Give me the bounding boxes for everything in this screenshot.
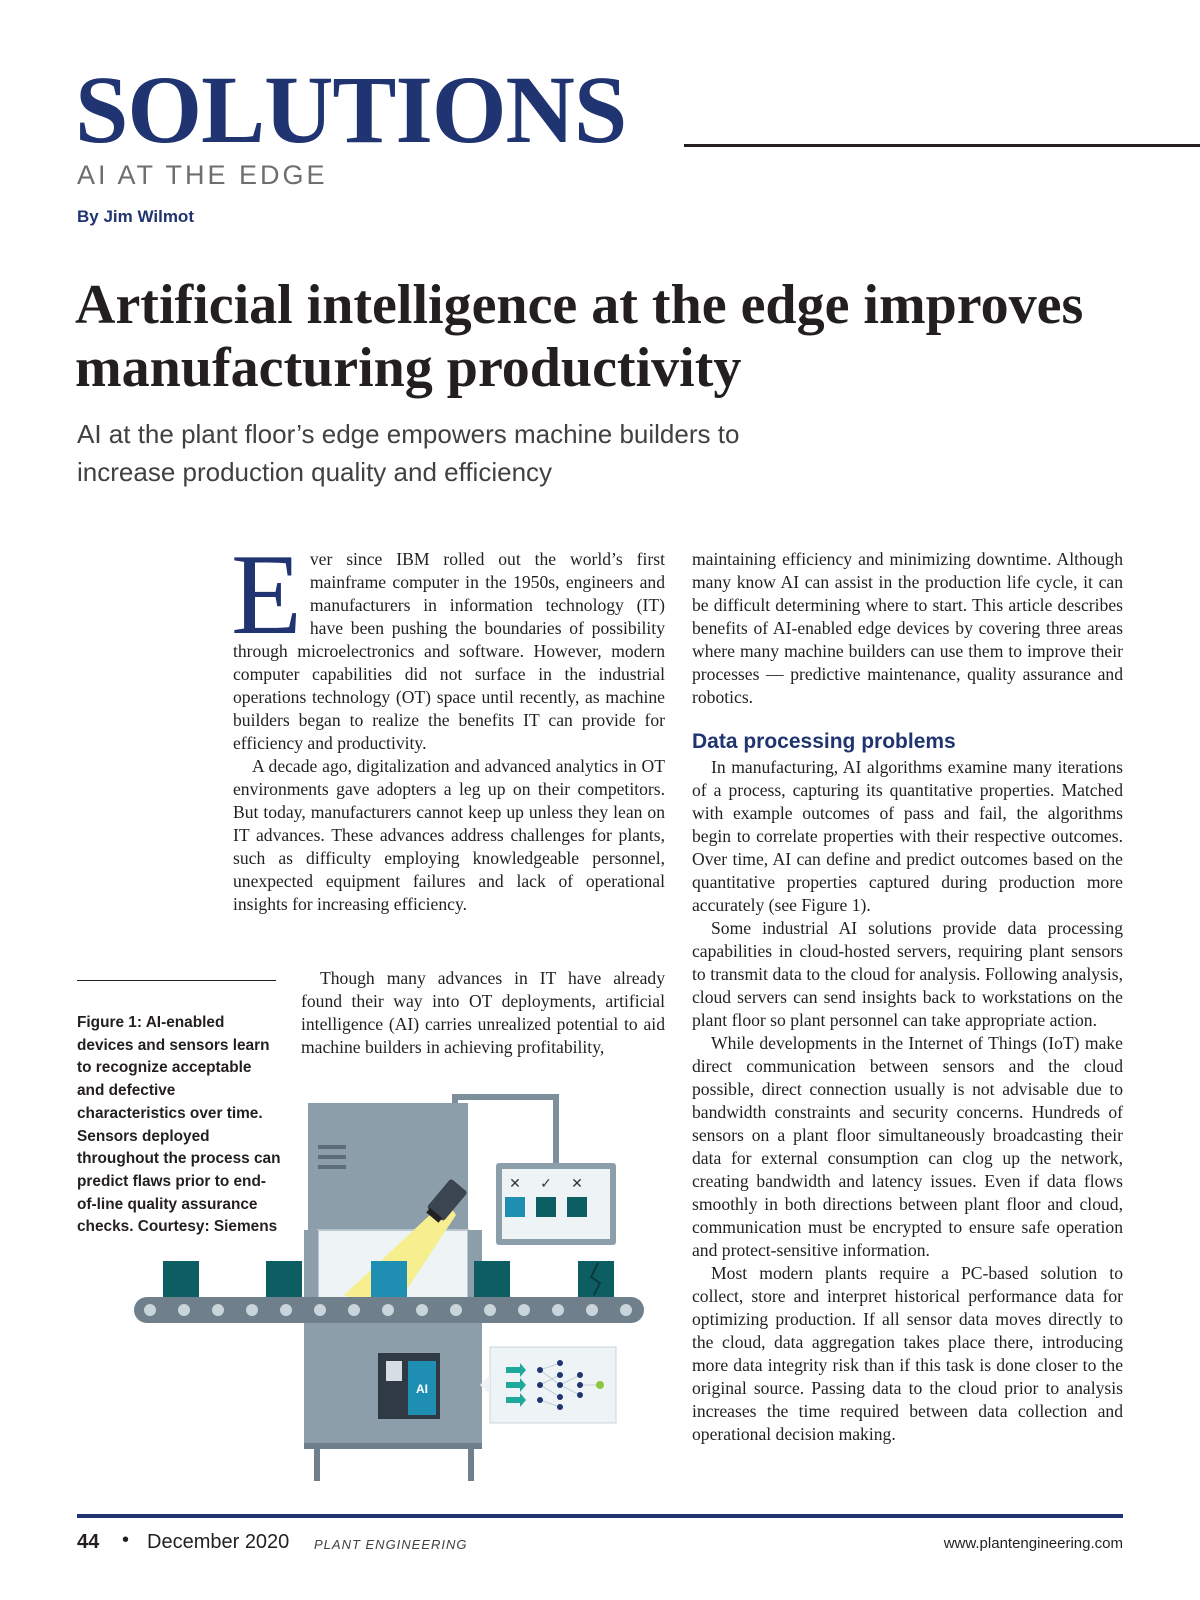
drop-cap: E <box>231 531 302 659</box>
article-column-2 <box>692 548 1123 1446</box>
cable <box>455 1097 556 1167</box>
product-box <box>163 1261 199 1297</box>
footer-bullet: • <box>122 1529 130 1551</box>
publication-name: PLANT ENGINEERING <box>314 1537 468 1552</box>
article-column-1-continued <box>301 967 665 1059</box>
x-mark-icon: ✕ <box>571 1176 583 1192</box>
product-box-inspected <box>371 1261 407 1297</box>
paragraph: Most modern plants require a PC-based solution to collect, store and interpret historical performance data for optimizing production. If all sensor data moves directly to the cloud, data aggregation takes place there, introducing more data integrity risk than if this task is done closer to the original source. Passing data to the cloud prior to analysis increases the time required between data collection and operational decision making. <box>692 1263 1123 1444</box>
paragraph: In manufacturing, AI algorithms examine many iterations of a process, capturing its quantitative properties. Matched with example outcomes of pass and fail, the algorithms begin to correlate properties with their respective outcomes. Over time, AI can define and predict outcomes based on the quantitative properties captured during production more accurately (see Figure 1). <box>692 757 1123 915</box>
figure-illustration <box>128 1085 668 1495</box>
byline: By Jim Wilmot <box>77 207 194 226</box>
website-link[interactable]: www.plantengineering.com <box>943 1535 1123 1552</box>
conveyor-rollers <box>144 1304 632 1316</box>
subheading: Data processing problems <box>692 730 956 753</box>
vent-icon <box>318 1145 346 1149</box>
page-number: 44 <box>77 1531 100 1553</box>
paragraph: ver since IBM rolled out the world’s first mainframe computer in the 1950s, engineers and manufacturers in information technology (IT) have been pushing the boundaries of possibility through microelectronics and software. However, modern computer capabilities did not surface in the industrial operations technology (OT) space until recently, as machine builders began to realize the benefits IT can provide for efficiency and productivity. <box>233 549 665 753</box>
check-mark-icon: ✓ <box>540 1176 552 1192</box>
deck: AI at the plant floor’s edge empowers machine builders to increase production quality and efficiency <box>77 419 740 487</box>
paragraph: Some industrial AI solutions provide data processing capabilities in cloud-hosted servers, requiring plant sensors to transmit data to the cloud for analysis. Following analysis, cloud servers can send insights back to workstations on the plant floor so plant personnel can take appropriate action. <box>692 918 1123 1030</box>
arrow-icons <box>506 1363 526 1407</box>
paragraph: A decade ago, digitalization and advanced analytics in OT environments gave adopters a leg up on their competitors. But today, manufacturers cannot keep up unless they lean on IT advances. These advances address challenges for plants, such as difficulty employing knowledgeable personnel, unexpected equipment failures and lack of operational insights for increasing efficiency. <box>233 756 665 914</box>
section-title: SOLUTIONS <box>75 56 627 163</box>
issue-date: December 2020 <box>147 1531 290 1553</box>
headline: Artificial intelligence at the edge improves manufacturing productivity <box>75 274 1084 399</box>
section-subtitle: AI AT THE EDGE <box>77 160 328 190</box>
paragraph: maintaining efficiency and minimizing downtime. Although many know AI can assist in the production life cycle, it can be difficult determining where to start. This article describes benefits of AI-enabled edge devices by covering three areas where many machine builders can use them to improve their processes — predictive maintenance, quality assurance and robotics. <box>692 549 1123 707</box>
paragraph: While developments in the Internet of Things (IoT) make direct communication between sensors and the cloud possible, direct connection usually is not advisable due to bandwidth constraints and security concerns. Hundreds of sensors on a plant floor simultaneously broadcasting their data for external consumption can clog up the network, creating bandwidth and latency issues. Even if data flows smoothly in both directions between plant floor and cloud, communication must be encrypted to ensure safe operation and protect-sensitive information. <box>692 1033 1123 1260</box>
caption-rule <box>77 980 276 981</box>
section-rule <box>684 144 1200 147</box>
product-box <box>266 1261 302 1297</box>
x-mark-icon: ✕ <box>509 1176 521 1192</box>
paragraph: Though many advances in IT have already found their way into OT deployments, artificial intelligence (AI) carries unrealized potential to aid machine builders in achieving profitability, <box>301 968 665 1057</box>
product-box <box>474 1261 510 1297</box>
footer-rule <box>77 1514 1123 1518</box>
figure-caption: Figure 1: AI-enabled devices and sensors learn to recognize acceptable and defective characteristics over time. Sensors deployed throughout the process can predict flaws prior to end-of-line quality assurance checks. Courtesy: Siemens <box>77 1014 281 1236</box>
article-column-1 <box>231 531 665 916</box>
ai-label: AI <box>416 1382 428 1396</box>
